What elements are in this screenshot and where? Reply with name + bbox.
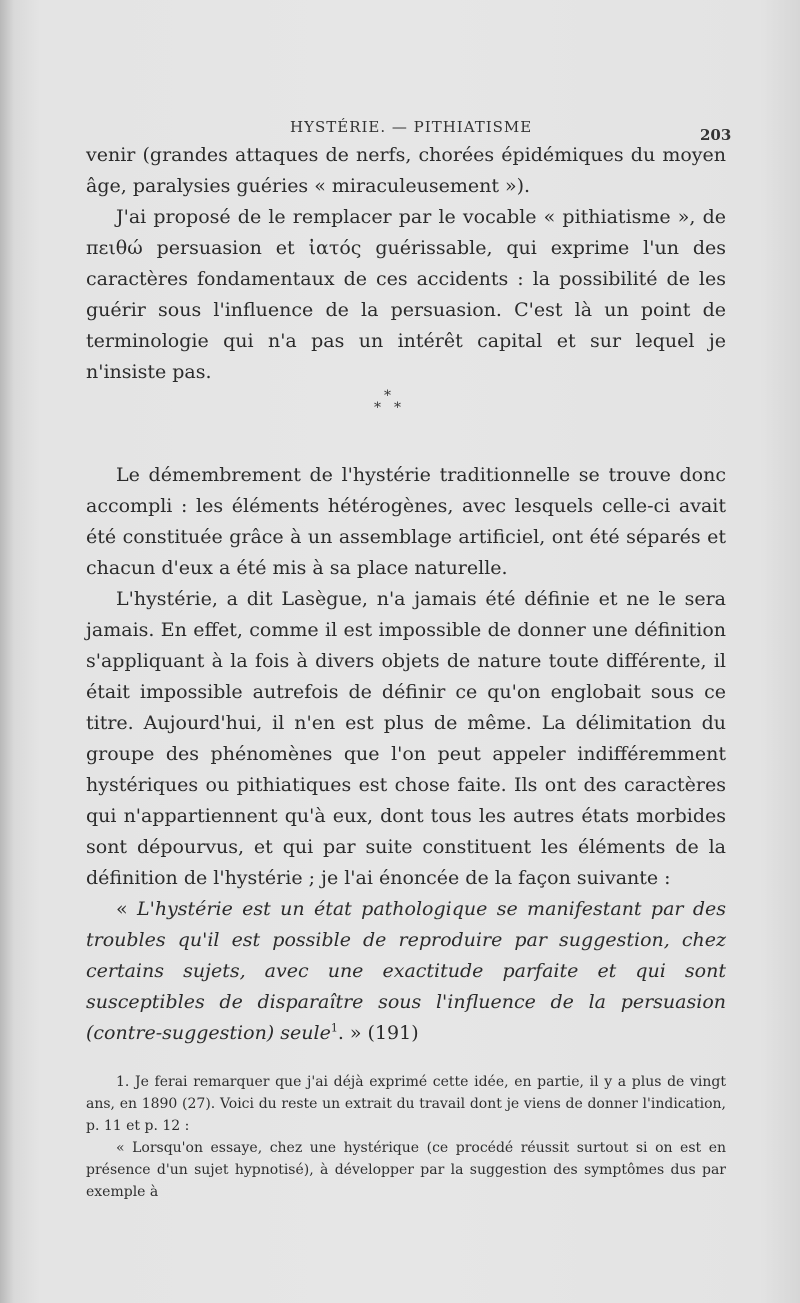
footnote-1: 1. Je ferai remarquer que j'ai déjà exprimé cette idée, en partie, il y a plus de vingt ans, en 1890 (27). Voici du reste un extrait du travail dont je viens de donner l'indication, p. 11 et p. 12 :	[86, 1074, 726, 1134]
separator-star: *	[374, 400, 381, 416]
paragraph-lasegue: L'hystérie, a dit Lasègue, n'a jamais été définie et ne le sera jamais. En effet, comme il est impossible de donner une définition s'appliquant à la fois à divers objets de nature toute différente, il était impossible autrefois de définir ce qu'on englobait sous ce titre. Aujourd'hui, il n'en est plus de même. La délimitation du groupe des phénomènes que l'on peut appeler indifféremment hystériques ou pithiatiques est chose faite. Ils ont des caractères qui n'appartiennent qu'à eux, dont tous les autres états morbides sont dépourvus, et qui par suite constituent les éléments de la définition de l'hystérie ; je l'ai énoncée de la façon suivante :	[86, 588, 726, 889]
separator-star: *	[384, 388, 391, 404]
separator-star: *	[394, 400, 401, 416]
paragraph-demembrement: Le démembrement de l'hystérie traditionnelle se trouve donc accompli : les éléments hétérogènes, avec lesquels celle-ci avait été constituée grâce à un assemblage artificiel, ont été séparés et chacun d'eux a été mis à sa place naturelle.	[86, 464, 726, 579]
quote-italic-text: L'hystérie est un état pathologique se manifestant par des troubles qu'il est possible de reproduire par suggestion, chez certains sujets, avec une exactitude parfaite et qui sont susceptibles de disparaître sous l'influence de la persuasion (contre-suggestion) seule	[86, 898, 726, 1044]
running-title: HYSTÉRIE. — PITHIATISME	[290, 118, 533, 136]
footnotes	[86, 1071, 726, 1203]
footnote-quote: « Lorsqu'on essaye, chez une hystérique (ce procédé réussit surtout si on est en présence d'un sujet hypnotisé), à développer par la suggestion des symptômes dus par exemple à	[86, 1140, 726, 1200]
paragraph-pithiatisme: J'ai proposé de le remplacer par le vocable « pithiatisme », de πειθώ persuasion et ἰατός guérissable, qui exprime l'un des caractères fondamentaux de ces accidents : la possibilité de les guérir sous l'influence de la persuasion. C'est là un point de terminologie qui n'a pas un intérêt capital et sur lequel je n'insiste pas.	[86, 206, 726, 383]
page-number: 203	[700, 126, 732, 144]
page-body	[86, 140, 726, 1203]
section-separator	[86, 388, 726, 440]
quote-close: . » (191)	[337, 1022, 419, 1044]
definition-quote	[86, 894, 726, 1049]
footnote-reference: 1	[330, 1021, 338, 1035]
quote-open: «	[116, 898, 137, 920]
paragraph-continuation: venir (grandes attaques de nerfs, chorées épidémiques du moyen âge, paralysies guéries « miraculeusement »).	[86, 144, 726, 197]
